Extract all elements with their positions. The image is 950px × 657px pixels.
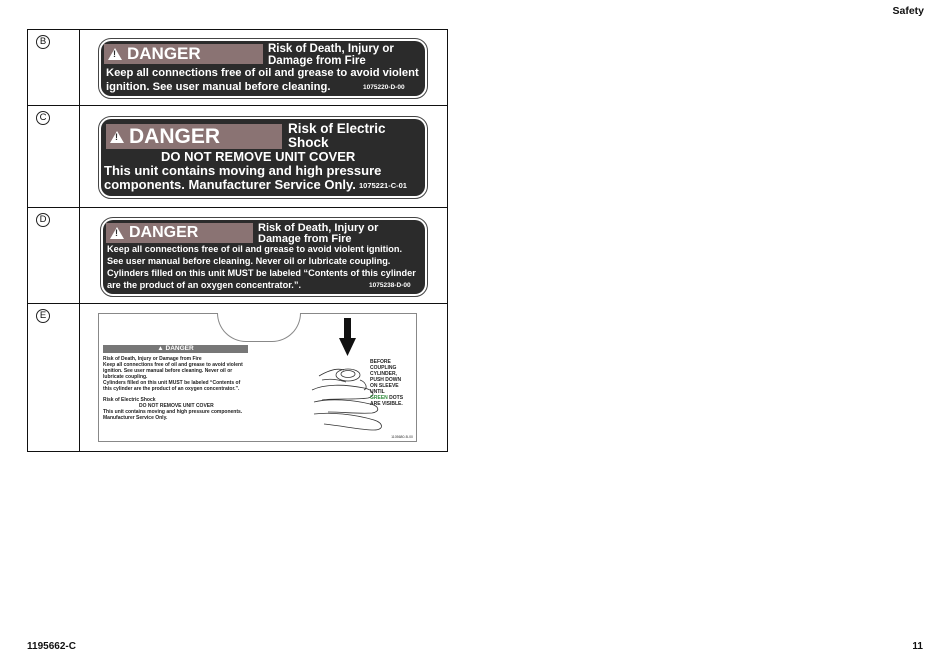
warning-triangle-icon [110, 131, 124, 143]
safety-labels-table [27, 29, 448, 452]
instructions: BEFORE COUPLING CYLINDER, PUSH DOWN ON SLEEVE UNTIL GREEN DOTS ARE VISIBLE. [370, 359, 404, 407]
table-row [28, 208, 448, 304]
row-letter: E [36, 309, 50, 323]
danger-word: DANGER [129, 124, 221, 148]
danger-bar: ▲ DANGER [103, 345, 248, 353]
body-line: are the product of an oxygen concentrator.”. [107, 280, 301, 290]
row-letter: B [36, 35, 50, 49]
label-cutout [217, 313, 301, 342]
row-letter: D [36, 213, 50, 227]
label-e-text: Risk of Death, Injury or Damage from Fire Keep all connections free of oil and grease to avoid violent ignition. See user manual before cleaning. Never oil or lubricate coupling. Cylinders filled on this unit MUST be labeled “Contents of this cylinder are the product of an oxygen concentrator.”. Risk of Electric Shock DO NOT REMOVE UNIT COVER This unit contains moving and high pressure components. Manufacturer Service Only. [103, 356, 243, 421]
table-row [28, 304, 448, 452]
green-text: GREEN [370, 395, 388, 401]
danger-word: DANGER [127, 44, 201, 63]
body-line: See user manual before cleaning. Never oil or lubricate coupling. [107, 256, 391, 266]
headline: DO NOT REMOVE UNIT COVER [161, 149, 356, 164]
doc-number: 1195662-C [27, 641, 76, 652]
risk-line: Shock [288, 135, 329, 150]
risk-line: Damage from Fire [268, 55, 366, 67]
down-arrow-icon [339, 318, 356, 356]
label-d [100, 217, 428, 297]
part-number: 1105680-B-00 [391, 435, 413, 439]
risk-line: Risk of Electric [288, 121, 386, 136]
row-letter: C [36, 111, 50, 125]
body-line: components. Manufacturer Service Only. [104, 177, 356, 192]
label-b [98, 38, 428, 99]
label-e [98, 313, 417, 442]
body-line: ignition. See user manual before cleaning. [106, 81, 331, 93]
label-c [98, 116, 428, 199]
body-line: Cylinders filled on this unit MUST be labeled “Contents of this cylinder [107, 268, 416, 278]
part-number: 1075221-C-01 [359, 181, 407, 190]
warning-triangle-icon [108, 48, 122, 60]
part-number: 1075238-D-00 [369, 282, 411, 289]
risk-line: Risk of Death, Injury or [268, 43, 394, 55]
part-number: 1075220-D-00 [363, 84, 405, 91]
section-header: Safety [892, 5, 924, 17]
body-line: Keep all connections free of oil and grease to avoid violent [106, 67, 419, 79]
table-row [28, 106, 448, 208]
page-number: 11 [912, 641, 923, 652]
body-line: This unit contains moving and high pressure [104, 163, 382, 178]
body-line: Keep all connections free of oil and grease to avoid violent ignition. [107, 244, 403, 254]
table-row [28, 30, 448, 106]
danger-word: DANGER [129, 224, 199, 241]
risk-line: Damage from Fire [258, 233, 352, 245]
warning-triangle-icon [110, 227, 124, 239]
risk-line: Risk of Death, Injury or [258, 222, 379, 234]
